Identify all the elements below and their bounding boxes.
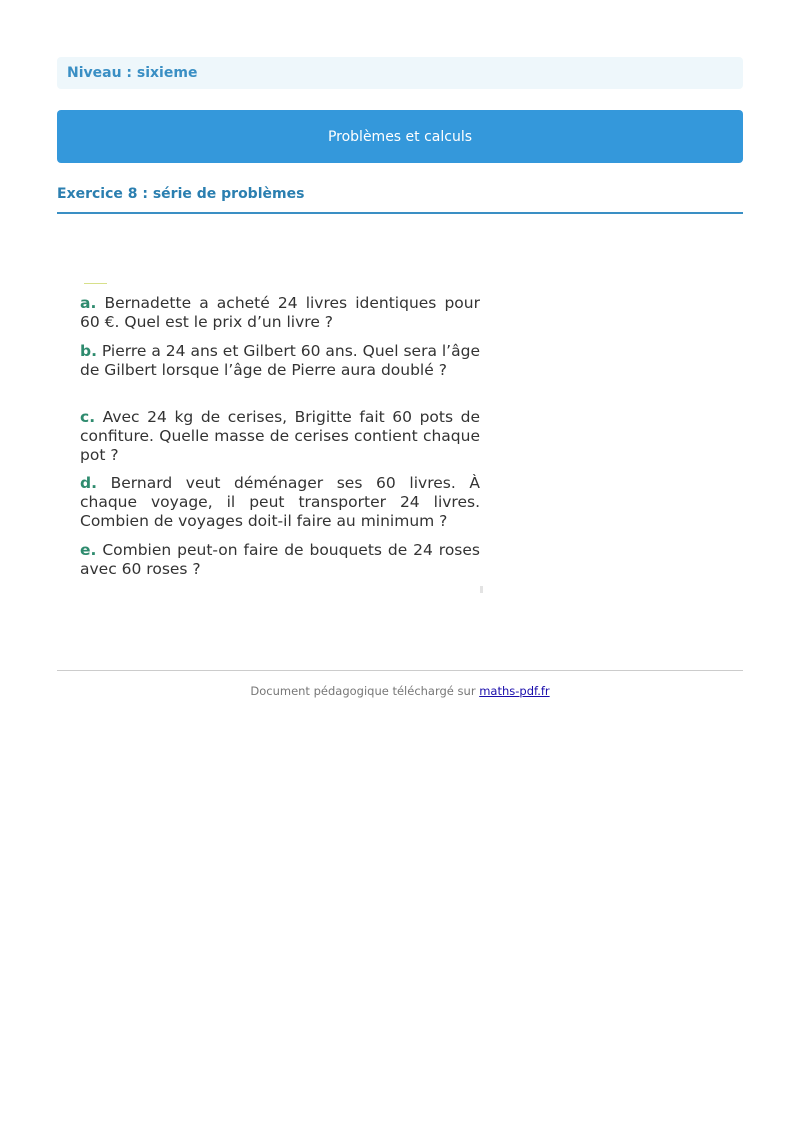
problem-text: Combien peut-on faire de bouquets de 24 roses avec 60 roses ? [80,541,480,578]
footer-text: Document pédagogique téléchargé sur [250,684,476,698]
problem-letter: e. [80,541,97,559]
problem-letter: c. [80,408,96,426]
decorative-mark [480,586,483,593]
problem-letter: d. [80,474,97,492]
banner-title: Problèmes et calculs [327,128,473,145]
problem-letter: b. [80,342,97,360]
footer-divider [57,670,743,671]
problem-text: Pierre a 24 ans et Gilbert 60 ans. Quel sera l’âge de Gilbert lorsque l’âge de Pierre aura doublé ? [80,342,480,379]
problem-text: Avec 24 kg de cerises, Brigitte fait 60 pots de confiture. Quelle masse de cerises contient chaque pot ? [80,408,481,464]
decorative-line [84,283,107,284]
footer-link[interactable]: maths-pdf.fr [479,684,550,698]
level-box [57,57,743,89]
exercise-title [57,186,743,214]
problem-b [80,342,480,380]
problem-letter: a. [80,294,97,312]
problem-c [80,408,480,465]
problem-d [80,474,480,531]
problem-text: Bernadette a acheté 24 livres identiques pour 60 €. Quel est le prix d’un livre ? [80,294,480,331]
level-label: Niveau : sixieme [67,65,198,81]
topic-banner [57,110,743,163]
problem-text: Bernard veut déménager ses 60 livres. À chaque voyage, il peut transporter 24 livres. Combien de voyages doit-il faire au minimum ? [80,474,480,530]
problem-e [80,541,480,579]
footer [57,684,743,698]
problem-a [80,294,480,332]
exercise-title-text: Exercice 8 : série de problèmes [57,186,305,202]
